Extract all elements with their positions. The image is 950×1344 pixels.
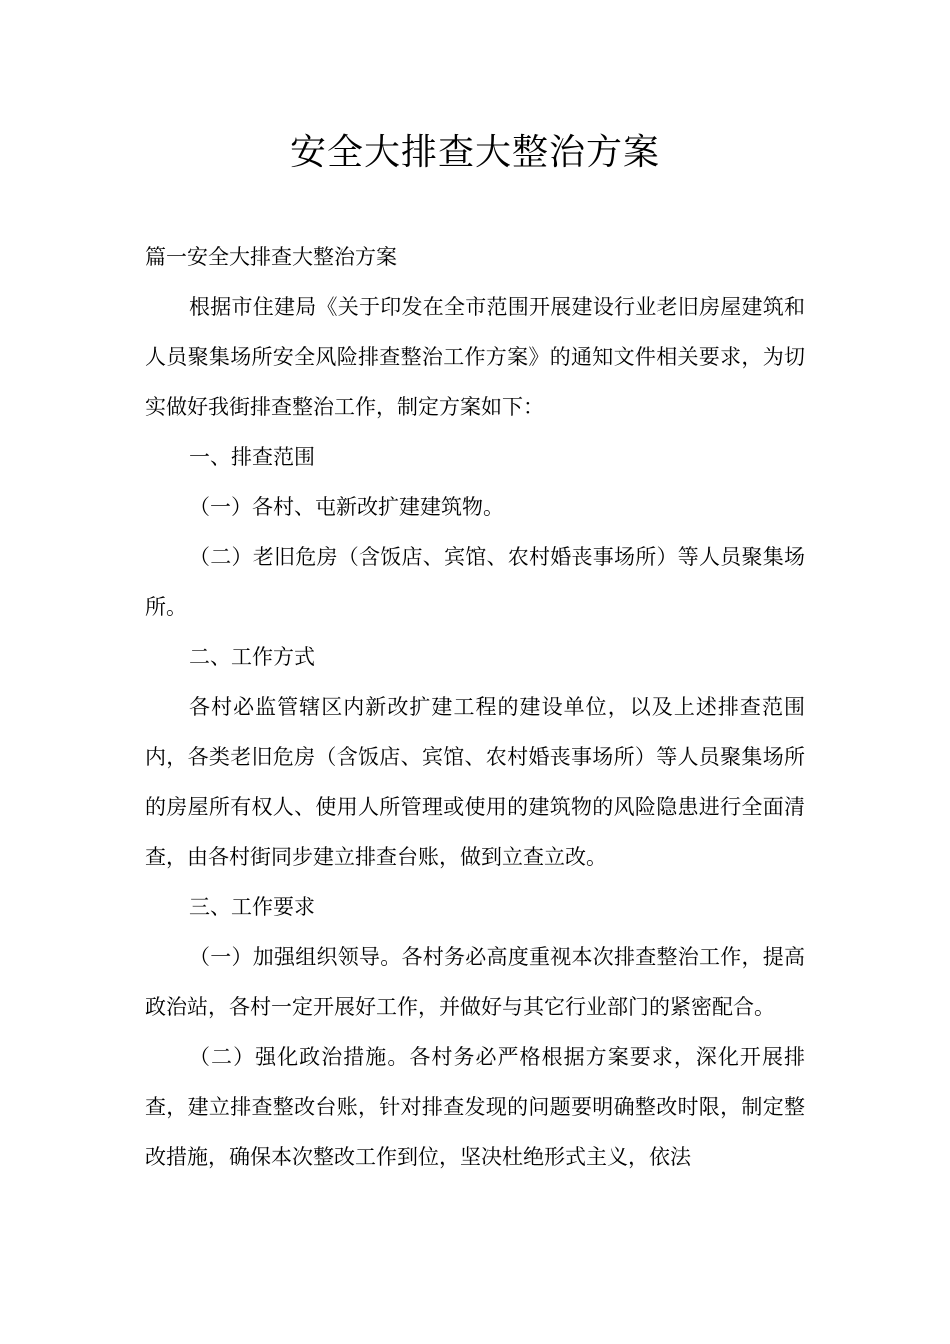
paragraph: （二）强化政治措施。各村务必严格根据方案要求，深化开展排查，建立排查整改台账，针对排查发现的问题要明确整改时限，制定整改措施，确保本次整改工作到位，坚决杜绝形式主义，依法 (145, 1045, 805, 1169)
list-item: （二）老旧危房（含饭店、宾馆、农村婚丧事场所）等人员聚集场所。 (145, 545, 805, 619)
list-item: （一）各村、屯新改扩建建筑物。 (189, 495, 504, 519)
paragraph: 各村必监管辖区内新改扩建工程的建设单位，以及上述排查范围内，各类老旧危房（含饭店、宾馆、农村婚丧事场所）等人员聚集场所的房屋所有权人、使用人所管理或使用的建筑物的风险隐患进行全面清查，由各村街同步建立排查台账，做到立查立改。 (145, 695, 805, 869)
paragraph: （一）加强组织领导。各村务必高度重视本次排查整治工作，提高政治站，各村一定开展好工作，并做好与其它行业部门的紧密配合。 (145, 945, 805, 1019)
section-heading: 二、工作方式 (189, 645, 315, 669)
section-heading: 三、工作要求 (189, 895, 315, 919)
section-heading: 篇一安全大排查大整治方案 (145, 245, 397, 269)
document-title: 安全大排查大整治方案 (289, 132, 660, 173)
document-body (145, 232, 805, 1182)
section-heading: 一、排查范围 (189, 445, 315, 469)
paragraph: 根据市住建局《关于印发在全市范围开展建设行业老旧房屋建筑和人员聚集场所安全风险排查整治工作方案》的通知文件相关要求，为切实做好我街排查整治工作，制定方案如下： (145, 295, 805, 419)
